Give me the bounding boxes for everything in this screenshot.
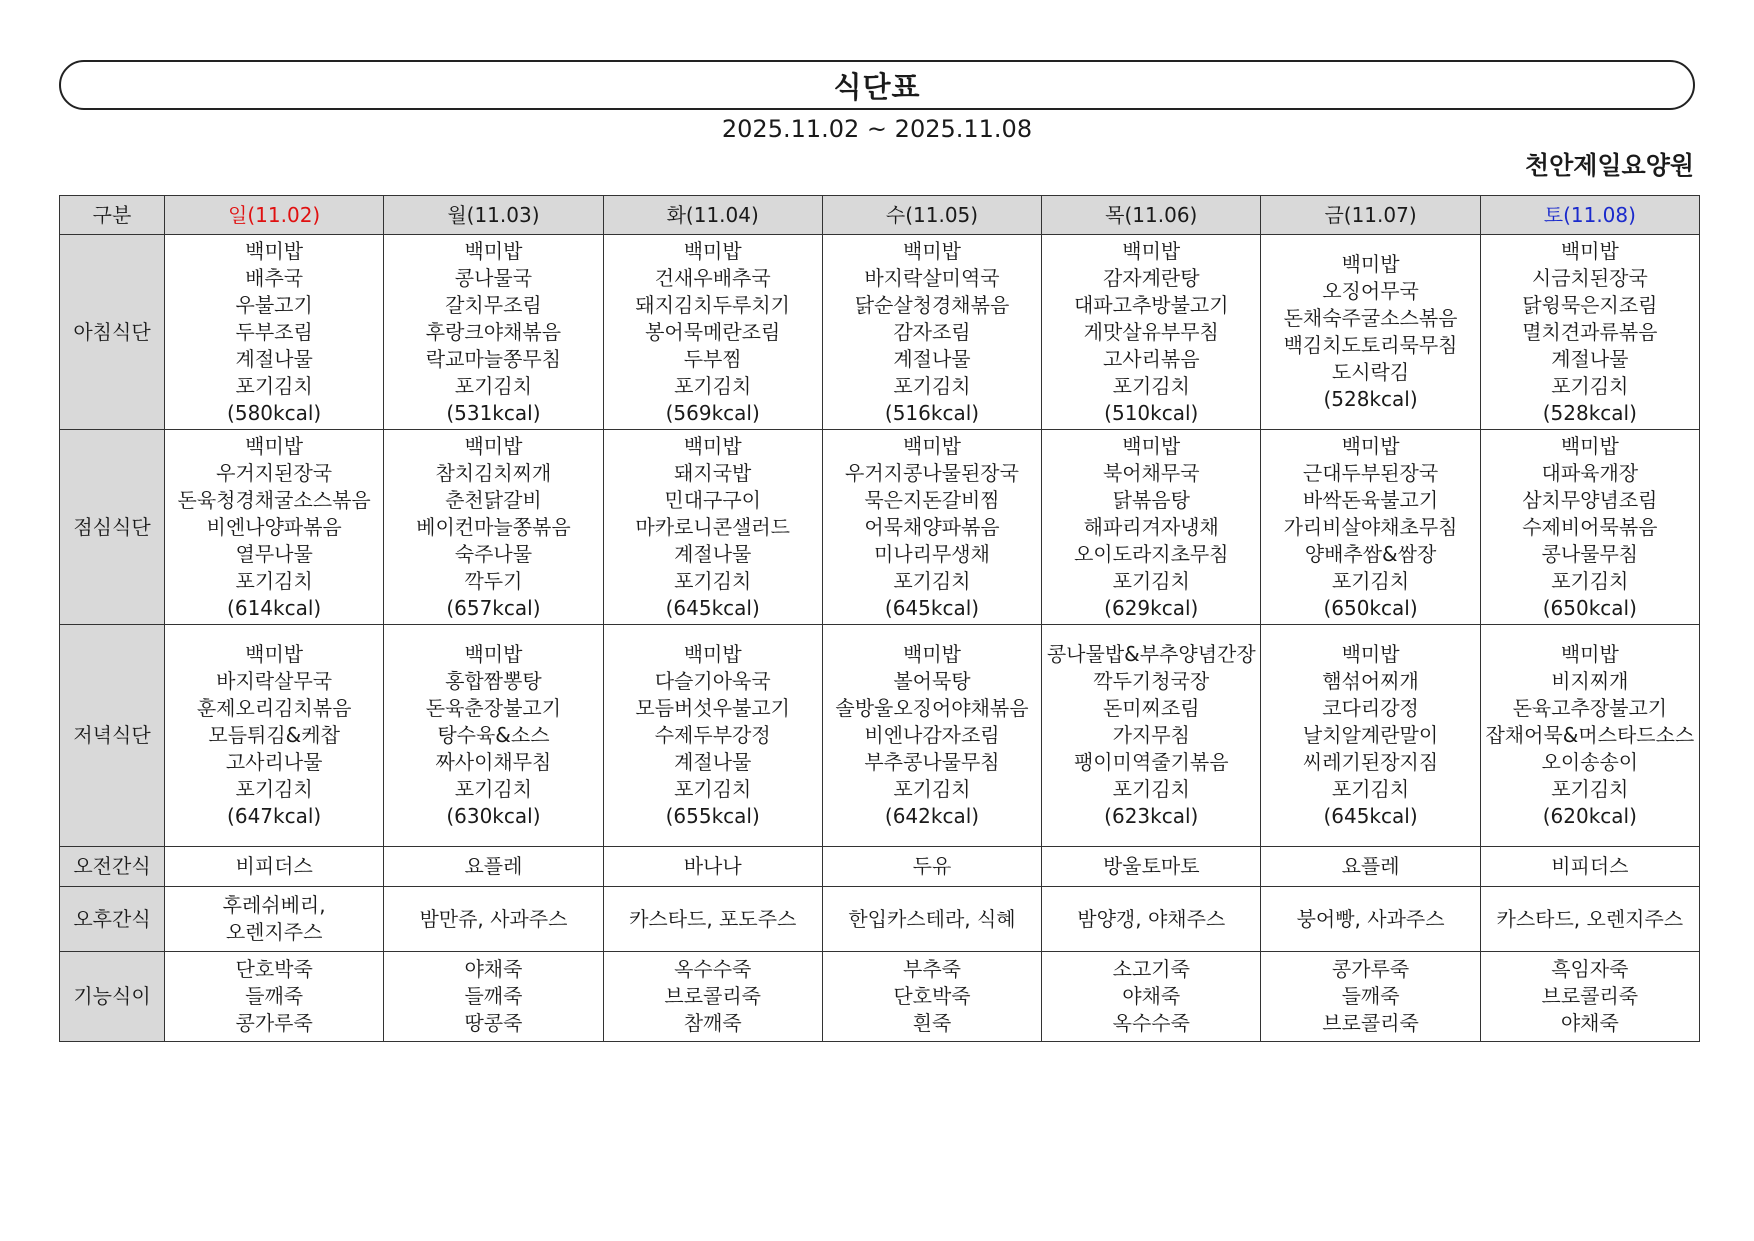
menu-item: 바싹돈육불고기 [1302,487,1439,512]
menu-item: 백미밥 [683,433,742,458]
menu-item: 야채죽 [464,957,523,981]
menu-item: (657kcal) [446,595,541,620]
menu-item: 돼지김치두루치기 [635,292,790,317]
menu-item: 솔방울오징어야채볶음 [835,696,1029,720]
menu-cell-breakfast-sun [165,235,384,430]
menu-item: 감자계란탕 [1102,265,1200,290]
menu-item: 두부찜 [683,346,742,371]
menu-item: 들깨죽 [1341,984,1400,1008]
menu-cell-functional-diet-mon [384,952,603,1042]
menu-item: 열무나물 [235,541,313,566]
menu-cell-breakfast-thu [1042,235,1261,430]
menu-item: (655kcal) [665,804,760,828]
menu-item: 밤양갱, 야채주스 [1077,906,1226,931]
menu-item: 백미밥 [1122,238,1181,263]
menu-item: 가리비살야채초무침 [1283,514,1458,539]
menu-item: (531kcal) [446,400,541,425]
menu-cell-dinner-fri [1261,625,1480,847]
menu-item: 요플레 [464,854,523,878]
header-day-sat: 토(11.08) [1480,196,1699,235]
menu-item: 백미밥 [1122,433,1181,458]
menu-item: (650kcal) [1323,595,1418,620]
menu-item: 비피더스 [1551,854,1629,878]
menu-cell-morning-snack-sat [1480,847,1699,887]
menu-item: 포기김치 [674,777,752,801]
menu-item: 포기김치 [674,568,752,593]
menu-item: 수제비어묵볶음 [1522,514,1658,539]
menu-cell-dinner-tue [603,625,822,847]
menu-cell-lunch-tue [603,430,822,625]
menu-cell-dinner-sun [165,625,384,847]
menu-item: 돈채숙주굴소스볶음 [1283,306,1458,330]
menu-item: 모듬튀김&케찹 [208,723,340,747]
menu-item: 참깨죽 [683,1011,742,1035]
row-label-dinner: 저녁식단 [60,625,165,847]
menu-item: 브로콜리죽 [1322,1011,1419,1035]
menu-item: (645kcal) [884,595,980,620]
menu-cell-afternoon-snack-sat [1480,887,1699,952]
facility-name: 천안제일요양원 [1524,151,1694,180]
row-label-functional-diet: 기능식이 [60,952,165,1042]
menu-item: 브로콜리죽 [664,984,761,1008]
menu-item: 모듬버섯우불고기 [635,696,790,720]
menu-item: 마카로니콘샐러드 [635,514,790,539]
menu-item: 요플레 [1341,854,1400,878]
menu-item: 포기김치 [454,777,533,801]
menu-item: 게맛살유부무침 [1083,319,1219,344]
menu-row-functional-diet [60,952,1700,1042]
menu-item: 야채죽 [1560,1011,1619,1035]
menu-item: 포기김치 [235,373,313,398]
menu-cell-functional-diet-tue [603,952,822,1042]
header-day-sun: 일(11.02) [165,196,384,235]
menu-item: 돈육청경채굴소스볶음 [177,487,371,512]
menu-cell-morning-snack-fri [1261,847,1480,887]
header-category: 구분 [60,196,165,235]
menu-item: 흰죽 [912,1011,952,1035]
menu-item: 건새우배추국 [654,265,771,290]
menu-item: 해파리겨자냉채 [1083,514,1219,539]
menu-cell-functional-diet-sun [165,952,384,1042]
menu-item: (647kcal) [227,804,322,828]
menu-cell-afternoon-snack-sun [165,887,384,952]
menu-item: 우거지된장국 [216,460,333,485]
menu-item: (528kcal) [1542,400,1637,425]
menu-item: 씨레기된장지짐 [1302,750,1439,774]
menu-item: 숙주나물 [454,541,533,566]
menu-item: 가지무침 [1112,723,1190,747]
header-row [60,196,1700,235]
menu-item: (650kcal) [1542,595,1637,620]
header-day-fri: 금(11.07) [1261,196,1480,235]
menu-item: (630kcal) [446,804,541,828]
menu-item: 카스타드, 오렌지주스 [1496,906,1684,931]
menu-item: 계절나물 [674,750,752,774]
menu-item: 후랑크야채볶음 [425,319,562,344]
menu-item: 시금치된장국 [1531,265,1648,290]
menu-item: 백미밥 [1341,252,1400,276]
menu-item: 베이컨마늘쫑볶음 [416,514,571,539]
menu-item: 콩나물국 [454,265,533,290]
menu-item: 춘천닭갈비 [445,487,542,512]
menu-item: 후레쉬베리, [222,893,326,917]
menu-item: 야채죽 [1122,984,1181,1008]
menu-item: 들깨죽 [245,984,304,1008]
menu-item: (645kcal) [665,595,760,620]
menu-item: 멸치견과류볶음 [1522,319,1658,344]
menu-item: 붕어빵, 사과주스 [1296,906,1445,931]
menu-item: 포기김치 [1112,373,1190,398]
menu-item: 브로콜리죽 [1541,984,1639,1008]
menu-item: 백미밥 [464,238,523,263]
row-label-morning-snack: 오전간식 [60,847,165,887]
menu-item: 깍두기청국장 [1093,669,1210,693]
menu-item: 백미밥 [1560,433,1619,458]
menu-item: 콩가루죽 [1331,957,1410,981]
menu-item: 닭윙묵은지조림 [1522,292,1658,317]
menu-item: 고사리볶음 [1102,346,1200,371]
menu-cell-breakfast-wed [822,235,1041,430]
menu-item: 백미밥 [903,238,961,263]
menu-item: 소고기죽 [1112,957,1190,981]
menu-item: 한입카스테라, 식혜 [848,906,1016,931]
menu-item: 밤만쥬, 사과주스 [419,906,568,931]
menu-item: 포기김치 [1551,777,1629,801]
menu-item: 잡채어묵&머스타드소스 [1485,723,1695,747]
menu-item: (623kcal) [1104,804,1199,828]
menu-cell-morning-snack-mon [384,847,603,887]
menu-item: 돈육고추장불고기 [1512,696,1668,720]
menu-item: 포기김치 [674,373,752,398]
menu-item: 북어채무국 [1102,460,1200,485]
menu-item: 깍두기 [464,568,523,593]
menu-item: 바지락살무국 [216,669,333,693]
menu-cell-afternoon-snack-tue [603,887,822,952]
menu-item: 바지락살미역국 [864,265,1000,290]
menu-item: 백미밥 [903,642,961,666]
menu-item: 콩가루죽 [235,1011,313,1035]
menu-cell-morning-snack-tue [603,847,822,887]
menu-item: 포기김치 [235,777,313,801]
menu-item: 콩나물밥&부추양념간장 [1046,642,1256,666]
menu-item: 락교마늘쫑무침 [425,346,562,371]
menu-item: 옥수수죽 [674,957,752,981]
menu-cell-lunch-sun [165,430,384,625]
menu-cell-dinner-sat [1480,625,1699,847]
menu-item: 포기김치 [893,373,971,398]
menu-item: 계절나물 [1551,346,1629,371]
menu-item: 두유 [912,854,952,878]
menu-item: 포기김치 [1331,777,1410,801]
menu-item: 백미밥 [683,238,742,263]
menu-item: 부추콩나물무침 [864,750,1000,774]
menu-cell-afternoon-snack-fri [1261,887,1480,952]
menu-item: 갈치무조림 [445,292,542,317]
menu-item: 단호박죽 [235,957,313,981]
header-day-tue: 화(11.04) [603,196,822,235]
menu-item: 백미밥 [903,433,961,458]
menu-cell-functional-diet-fri [1261,952,1480,1042]
menu-item: (510kcal) [1104,400,1199,425]
menu-item: 홍합짬뽕탕 [445,669,542,693]
menu-cell-breakfast-mon [384,235,603,430]
menu-item: 고사리나물 [225,750,323,774]
menu-item: 방울토마토 [1102,854,1200,878]
menu-item: 훈제오리김치볶음 [196,696,352,720]
menu-item: (614kcal) [227,595,322,620]
menu-item: 우불고기 [235,292,313,317]
menu-cell-lunch-fri [1261,430,1480,625]
menu-item: 백미밥 [464,433,523,458]
menu-item: 오렌지주스 [225,920,323,944]
menu-item: 백미밥 [1341,433,1400,458]
menu-item: 수제두부강정 [654,723,771,747]
menu-item: 햄섞어찌개 [1322,669,1419,693]
menu-item: 봉어묵메란조림 [645,319,781,344]
menu-cell-afternoon-snack-thu [1042,887,1261,952]
menu-item: 바나나 [683,854,742,878]
menu-item: (629kcal) [1104,595,1199,620]
menu-cell-afternoon-snack-wed [822,887,1041,952]
menu-item: 포기김치 [1331,568,1410,593]
menu-table [59,195,1700,1042]
menu-item: 포기김치 [1551,568,1629,593]
menu-item: 계절나물 [235,346,313,371]
menu-item: 민대구구이 [664,487,761,512]
menu-cell-morning-snack-wed [822,847,1041,887]
menu-item: 비엔나감자조림 [864,723,1000,747]
menu-item: 오징어무국 [1322,279,1419,303]
menu-item: 도시락김 [1331,360,1410,384]
date-range: 2025.11.02 ~ 2025.11.08 [721,115,1033,143]
menu-cell-lunch-thu [1042,430,1261,625]
header-day-mon: 월(11.03) [384,196,603,235]
menu-item: 비엔나양파볶음 [206,514,342,539]
menu-item: 닭볶음탕 [1112,487,1190,512]
menu-item: 포기김치 [1112,568,1190,593]
menu-row-afternoon-snack [60,887,1700,952]
page-title: 식단표 [833,69,921,104]
menu-item: 코다리강정 [1322,696,1419,720]
menu-cell-breakfast-fri [1261,235,1480,430]
menu-item: 부추죽 [903,957,961,981]
menu-item: 백미밥 [1560,642,1619,666]
menu-item: (516kcal) [884,400,980,425]
menu-item: 탕수육&소스 [437,723,550,747]
menu-item: 돈미찌조림 [1102,696,1200,720]
menu-item: 포기김치 [235,568,313,593]
menu-cell-functional-diet-wed [822,952,1041,1042]
menu-item: (620kcal) [1542,804,1637,828]
menu-item: 단호박죽 [893,984,971,1008]
menu-cell-dinner-wed [822,625,1041,847]
menu-item: 백미밥 [1560,238,1619,263]
menu-item: 돈육춘장불고기 [425,696,562,720]
menu-row-lunch [60,430,1700,625]
menu-cell-breakfast-sat [1480,235,1699,430]
menu-item: 백미밥 [245,642,304,666]
menu-cell-lunch-mon [384,430,603,625]
menu-item: 계절나물 [893,346,971,371]
menu-item: (645kcal) [1323,804,1418,828]
menu-item: 계절나물 [674,541,752,566]
menu-item: 옥수수죽 [1112,1011,1190,1035]
menu-item: (580kcal) [227,400,322,425]
menu-item: 미나리무생채 [874,541,990,566]
menu-item: 볼어묵탕 [893,669,971,693]
menu-item: 포기김치 [454,373,533,398]
menu-item: 비지찌개 [1551,669,1629,693]
menu-item: 백미밥 [1341,642,1400,666]
menu-item: 비피더스 [235,854,313,878]
menu-row-dinner [60,625,1700,847]
title-box [59,60,1695,110]
menu-item: 포기김치 [1112,777,1190,801]
menu-row-morning-snack [60,847,1700,887]
menu-item: 대파고추방불고기 [1073,292,1229,317]
menu-cell-lunch-sat [1480,430,1699,625]
menu-item: 어묵채양파볶음 [864,514,1000,539]
menu-item: 콩나물무침 [1541,541,1639,566]
menu-item: 참치김치찌개 [435,460,552,485]
menu-item: 날치알계란말이 [1302,723,1439,747]
menu-item: 백미밥 [245,238,304,263]
menu-item: 대파육개장 [1541,460,1639,485]
menu-item: 돼지국밥 [674,460,752,485]
menu-cell-morning-snack-thu [1042,847,1261,887]
menu-cell-dinner-mon [384,625,603,847]
row-label-lunch: 점심식단 [60,430,165,625]
menu-cell-dinner-thu [1042,625,1261,847]
menu-item: 팽이미역줄기볶음 [1073,750,1229,774]
menu-item: 우거지콩나물된장국 [845,460,1019,485]
menu-item: 짜사이채무침 [435,750,552,774]
menu-item: 흑임자죽 [1551,957,1629,981]
menu-item: 백미밥 [464,642,523,666]
menu-item: 포기김치 [893,568,971,593]
menu-cell-afternoon-snack-mon [384,887,603,952]
menu-item: 두부조림 [235,319,313,344]
menu-item: (642kcal) [884,804,980,828]
header-day-wed: 수(11.05) [822,196,1041,235]
header-day-thu: 목(11.06) [1042,196,1261,235]
menu-item: 감자조림 [893,319,971,344]
menu-item: (569kcal) [665,400,760,425]
menu-cell-functional-diet-thu [1042,952,1261,1042]
menu-item: 땅콩죽 [464,1011,523,1035]
menu-item: 백김치도토리묵무침 [1283,333,1458,357]
row-label-afternoon-snack: 오후간식 [60,887,165,952]
menu-item: 삼치무양념조림 [1522,487,1658,512]
menu-row-breakfast [60,235,1700,430]
menu-item: 다슬기아욱국 [654,669,771,693]
menu-item: 묵은지돈갈비찜 [864,487,1000,512]
menu-item: 오이송송이 [1541,750,1639,774]
menu-item: 배추국 [245,265,304,290]
menu-item: 닭순살청경채볶음 [854,292,1010,317]
menu-cell-functional-diet-sat [1480,952,1699,1042]
menu-item: 근대두부된장국 [1302,460,1439,485]
menu-cell-morning-snack-sun [165,847,384,887]
menu-item: 양배추쌈&쌈장 [1304,541,1437,566]
menu-cell-lunch-wed [822,430,1041,625]
menu-item: 백미밥 [683,642,742,666]
menu-item: 포기김치 [1551,373,1629,398]
menu-item: 포기김치 [893,777,971,801]
menu-item: 백미밥 [245,433,304,458]
menu-cell-breakfast-tue [603,235,822,430]
row-label-breakfast: 아침식단 [60,235,165,430]
menu-item: 카스타드, 포도주스 [629,906,797,931]
menu-item: (528kcal) [1323,387,1418,411]
menu-item: 들깨죽 [464,984,523,1008]
menu-item: 오이도라지초무침 [1073,541,1229,566]
